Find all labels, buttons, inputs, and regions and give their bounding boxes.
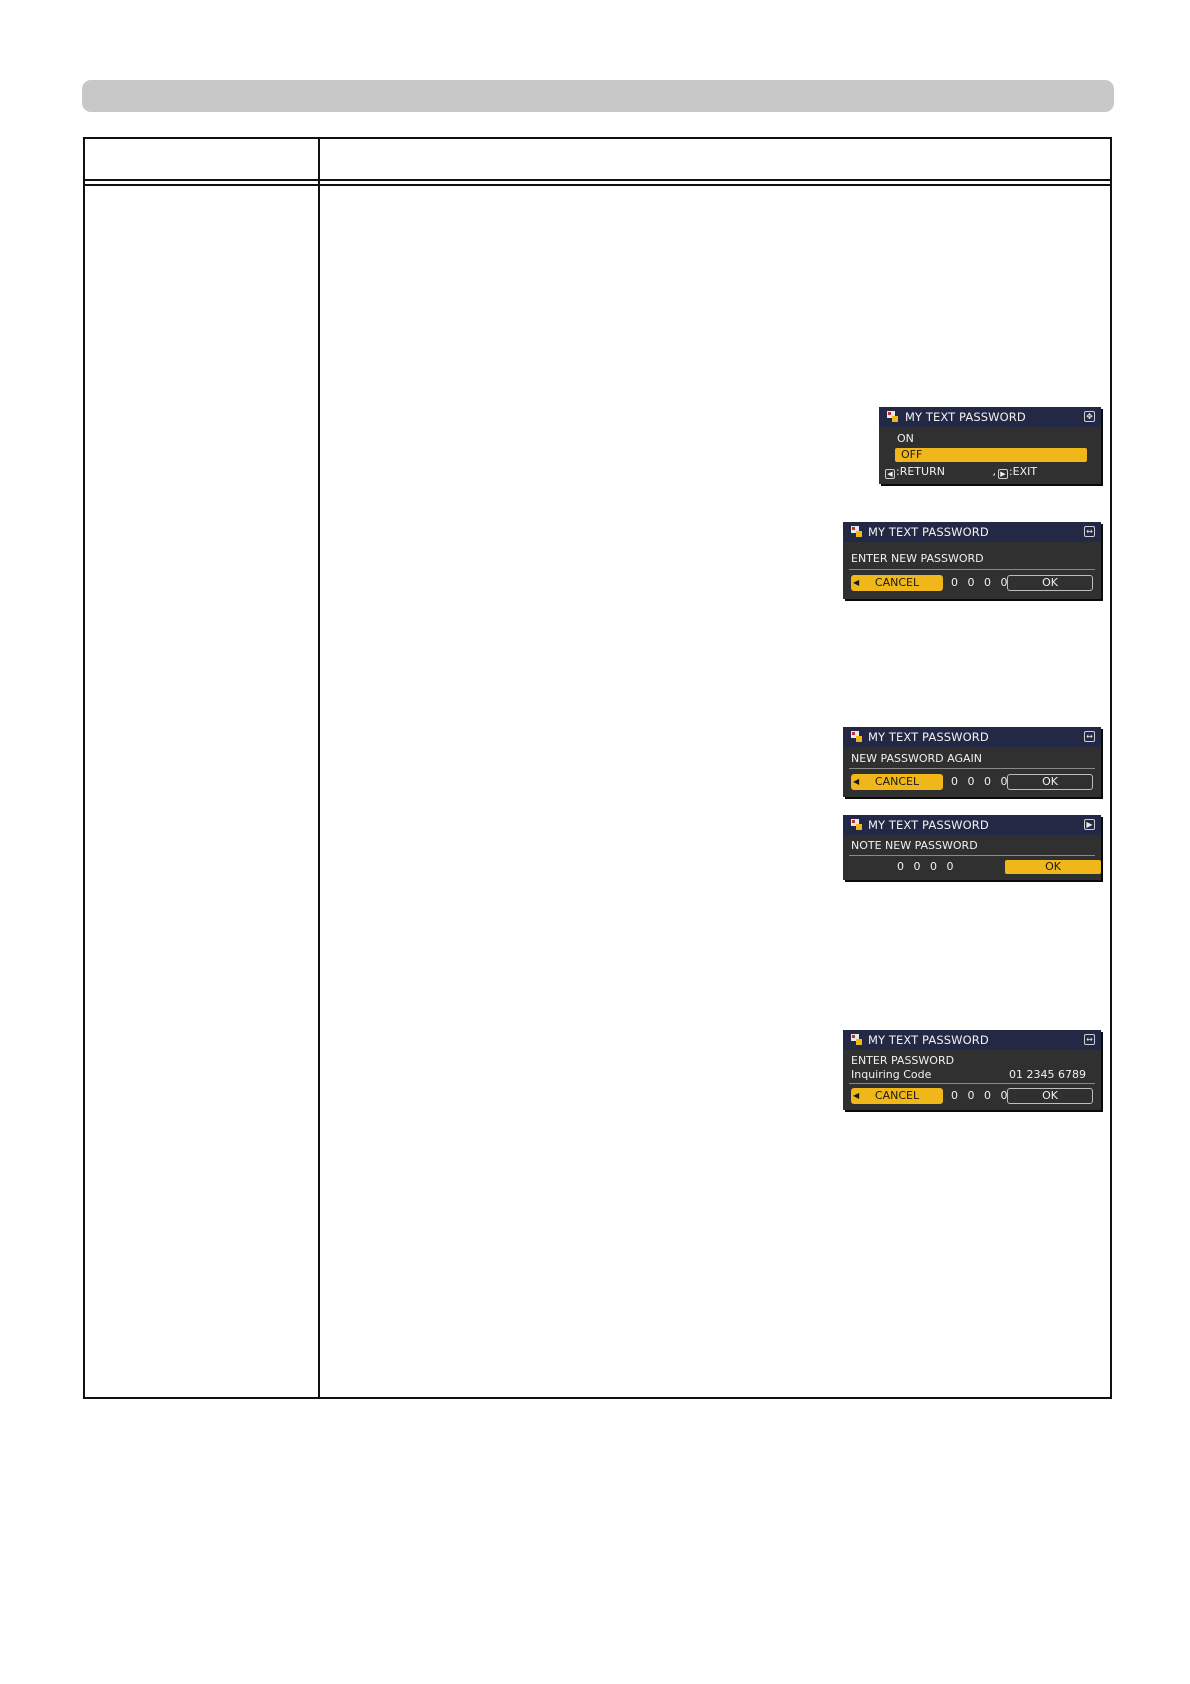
- projector-icon: [887, 411, 898, 422]
- left-arrow-icon: ◀: [853, 777, 860, 786]
- dialog-prompt: ENTER NEW PASSWORD: [851, 552, 984, 565]
- cancel-label: CANCEL: [874, 775, 920, 788]
- enter-password-dialog: [843, 1030, 1101, 1110]
- dialog-footer: ◀ :RETURN , ▶ :EXIT: [885, 465, 1037, 479]
- left-right-nav-icon: ↔: [1084, 1034, 1095, 1045]
- inquiring-code-value: 01 2345 6789: [1009, 1068, 1086, 1081]
- ok-button[interactable]: OK: [1007, 575, 1093, 591]
- section-header-bar: [82, 80, 1114, 112]
- cancel-button[interactable]: [851, 575, 943, 591]
- table-header-rule-double: [85, 184, 1110, 186]
- my-text-password-onoff-dialog: [879, 407, 1101, 484]
- left-right-nav-icon: ↔: [1084, 526, 1095, 537]
- dialog-title: MY TEXT PASSWORD: [868, 818, 989, 832]
- password-digits: 0 0 0 0: [897, 860, 957, 873]
- right-nav-icon: ▶: [1084, 819, 1095, 830]
- inquiring-code-label: Inquiring Code: [851, 1068, 932, 1081]
- left-key-icon: ◀: [885, 469, 895, 479]
- projector-icon: [851, 819, 862, 830]
- prompt-separator: [849, 768, 1095, 769]
- dialog-prompt: NOTE NEW PASSWORD: [851, 839, 978, 852]
- projector-icon: [851, 1034, 862, 1045]
- table-header-rule: [85, 179, 1110, 181]
- left-arrow-icon: ◀: [853, 578, 860, 587]
- cancel-button[interactable]: [851, 1088, 943, 1104]
- projector-icon: [851, 731, 862, 742]
- left-right-nav-icon: ↔: [1084, 731, 1095, 742]
- dialog-title: MY TEXT PASSWORD: [868, 730, 989, 744]
- dialog-title: MY TEXT PASSWORD: [905, 410, 1026, 424]
- dialog-title-bar: [843, 815, 1101, 835]
- ok-button[interactable]: OK: [1007, 1088, 1093, 1104]
- left-arrow-icon: ◀: [853, 1091, 860, 1100]
- table-column-divider: [318, 139, 320, 1397]
- password-digits[interactable]: 0 0 0 0: [951, 775, 1011, 788]
- dialog-prompt: NEW PASSWORD AGAIN: [851, 752, 982, 765]
- option-off-selected[interactable]: OFF: [895, 448, 1087, 462]
- right-key-icon: ▶: [998, 469, 1008, 479]
- dialog-title-bar: [843, 522, 1101, 542]
- footer-return: :RETURN: [896, 465, 945, 478]
- option-on[interactable]: ON: [897, 432, 914, 445]
- four-way-nav-icon: ✥: [1084, 411, 1095, 422]
- dialog-title: MY TEXT PASSWORD: [868, 1033, 989, 1047]
- enter-new-password-dialog: [843, 522, 1101, 599]
- dialog-title-bar: [843, 1030, 1101, 1050]
- password-digits[interactable]: 0 0 0 0: [951, 1089, 1011, 1102]
- dialog-title-bar: [879, 407, 1101, 427]
- ok-button[interactable]: OK: [1007, 774, 1093, 790]
- dialog-prompt: ENTER PASSWORD: [851, 1054, 955, 1067]
- dialog-title: MY TEXT PASSWORD: [868, 525, 989, 539]
- ok-button[interactable]: OK: [1005, 860, 1101, 874]
- prompt-separator: [849, 1083, 1095, 1084]
- new-password-again-dialog: [843, 727, 1101, 797]
- prompt-separator: [849, 569, 1095, 570]
- password-digits[interactable]: 0 0 0 0: [951, 576, 1011, 589]
- prompt-separator: [849, 855, 1095, 856]
- cancel-button[interactable]: [851, 774, 943, 790]
- dialog-title-bar: [843, 727, 1101, 747]
- cancel-label: CANCEL: [874, 1089, 920, 1102]
- footer-exit: :EXIT: [1008, 465, 1038, 478]
- cancel-label: CANCEL: [874, 576, 920, 589]
- note-new-password-dialog: [843, 815, 1101, 880]
- projector-icon: [851, 526, 862, 537]
